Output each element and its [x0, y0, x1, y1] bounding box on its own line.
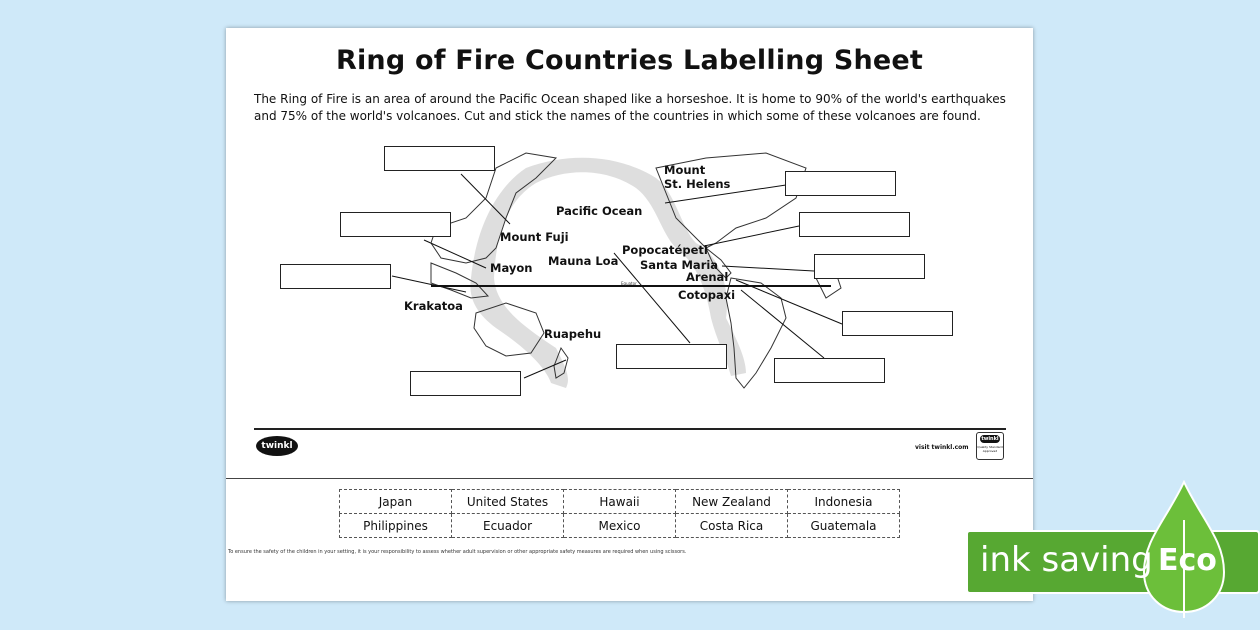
- footer-rule: [254, 428, 1006, 430]
- pointer-line: [722, 266, 814, 271]
- answer-box[interactable]: [616, 344, 727, 369]
- country-card[interactable]: Mexico: [564, 514, 676, 538]
- equator-label: Equator: [621, 281, 637, 286]
- answer-box[interactable]: [814, 254, 925, 279]
- label-popocatepetl: Popocatépetl: [622, 243, 708, 257]
- answer-box[interactable]: [340, 212, 451, 237]
- country-card[interactable]: Guatemala: [788, 514, 900, 538]
- label-mount: Mount: [664, 163, 706, 177]
- cut-line: [226, 478, 1033, 479]
- pointer-line: [392, 276, 466, 292]
- label-mauna-loa: Mauna Loa: [548, 254, 619, 268]
- label-mayon: Mayon: [490, 261, 533, 275]
- eco-ink-saving-text: ink saving: [980, 540, 1153, 580]
- label-arenal: Arenal: [686, 270, 729, 284]
- country-card[interactable]: New Zealand: [676, 490, 788, 514]
- label-santa-maria: Santa Maria: [640, 258, 719, 272]
- label-pacific-ocean: Pacific Ocean: [556, 204, 643, 218]
- intro-text: The Ring of Fire is an area of around the Pacific Ocean shaped like a horseshoe. It is home to 90% of the world's earthquakes and 75% of the world's volcanoes. Cut and stick the names of the countries in which some of these volcanoes are found.: [254, 92, 1006, 123]
- pointer-line: [704, 226, 799, 246]
- visit-text: visit twinkl.com: [915, 444, 969, 451]
- country-card[interactable]: United States: [452, 490, 564, 514]
- page-title: Ring of Fire Countries Labelling Sheet: [335, 45, 924, 76]
- label-ruapehu: Ruapehu: [544, 327, 602, 341]
- answer-box[interactable]: [774, 358, 885, 383]
- quality-badge: [976, 432, 1004, 460]
- badge-bottom: Quality Standard Approved: [977, 445, 1003, 453]
- answer-box[interactable]: [280, 264, 391, 289]
- country-card[interactable]: Ecuador: [452, 514, 564, 538]
- countries-grid: [339, 489, 900, 538]
- label-mount-fuji: Mount Fuji: [500, 230, 569, 244]
- answer-box[interactable]: [410, 371, 521, 396]
- twinkl-logo: twinkl: [256, 436, 298, 456]
- badge-top: twinkl: [981, 436, 999, 442]
- pointer-line: [741, 290, 824, 358]
- country-card[interactable]: Philippines: [340, 514, 452, 538]
- label-krakatoa: Krakatoa: [404, 299, 463, 313]
- country-card[interactable]: Japan: [340, 490, 452, 514]
- answer-box[interactable]: [785, 171, 896, 196]
- answer-box[interactable]: [799, 212, 910, 237]
- answer-box[interactable]: [842, 311, 953, 336]
- label-st-helens: St. Helens: [664, 177, 731, 191]
- country-card[interactable]: Hawaii: [564, 490, 676, 514]
- label-cotopaxi: Cotopaxi: [678, 288, 736, 302]
- answer-box[interactable]: [384, 146, 495, 171]
- country-card[interactable]: Costa Rica: [676, 514, 788, 538]
- safety-notice: To ensure the safety of the children in your setting, it is your responsibility to assess whether adult supervision or other appropriate safety measures are required when using scissors.: [228, 549, 687, 555]
- eco-word: Eco: [1158, 543, 1217, 578]
- country-card[interactable]: Indonesia: [788, 490, 900, 514]
